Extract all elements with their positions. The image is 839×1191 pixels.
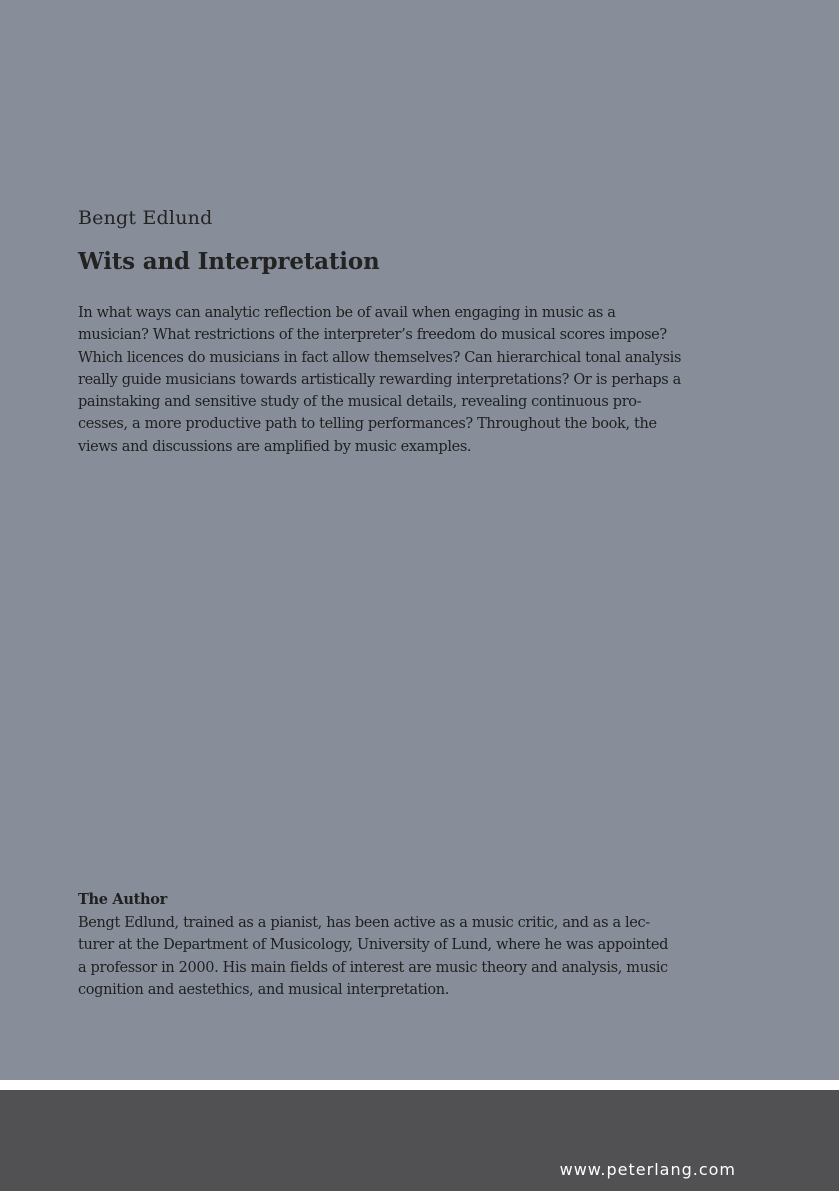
publisher-url: www.peterlang.com	[559, 1160, 736, 1179]
bio-line: turer at the Department of Musicology, University of Lund, where he was appointed	[78, 937, 669, 954]
blurb-line: In what ways can analytic reflection be of avail when engaging in music as a	[78, 305, 616, 321]
author-section-heading: The Author	[78, 891, 167, 908]
bio-line: a professor in 2000. His main fields of interest are music theory and analysis, music	[78, 959, 668, 976]
book-title: Wits and Interpretation	[78, 248, 380, 275]
blurb-line: painstaking and sensitive study of the musical details, revealing continuous pro-	[78, 394, 642, 411]
blurb-line: cesses, a more productive path to telling performances? Throughout the book, the	[78, 416, 657, 433]
divider-stripe	[0, 1080, 839, 1090]
blurb-line: Which licences do musicians in fact allow themselves? Can hierarchical tonal analysis	[78, 349, 682, 366]
blurb-line: musician? What restrictions of the interpreter’s freedom do musical scores impose?	[78, 327, 667, 344]
footer-band	[0, 1090, 839, 1191]
bio-line: cognition and aestethics, and musical interpretation.	[78, 981, 450, 998]
bio-line: Bengt Edlund, trained as a pianist, has been active as a music critic, and as a lec-	[78, 915, 650, 931]
author-name: Bengt Edlund	[78, 207, 213, 229]
blurb-paragraph	[78, 302, 750, 458]
blurb-line: really guide musicians towards artistically rewarding interpretations? Or is perhaps a	[78, 371, 681, 388]
blurb-line: views and discussions are amplified by music examples.	[78, 438, 472, 455]
author-bio	[78, 912, 750, 1001]
